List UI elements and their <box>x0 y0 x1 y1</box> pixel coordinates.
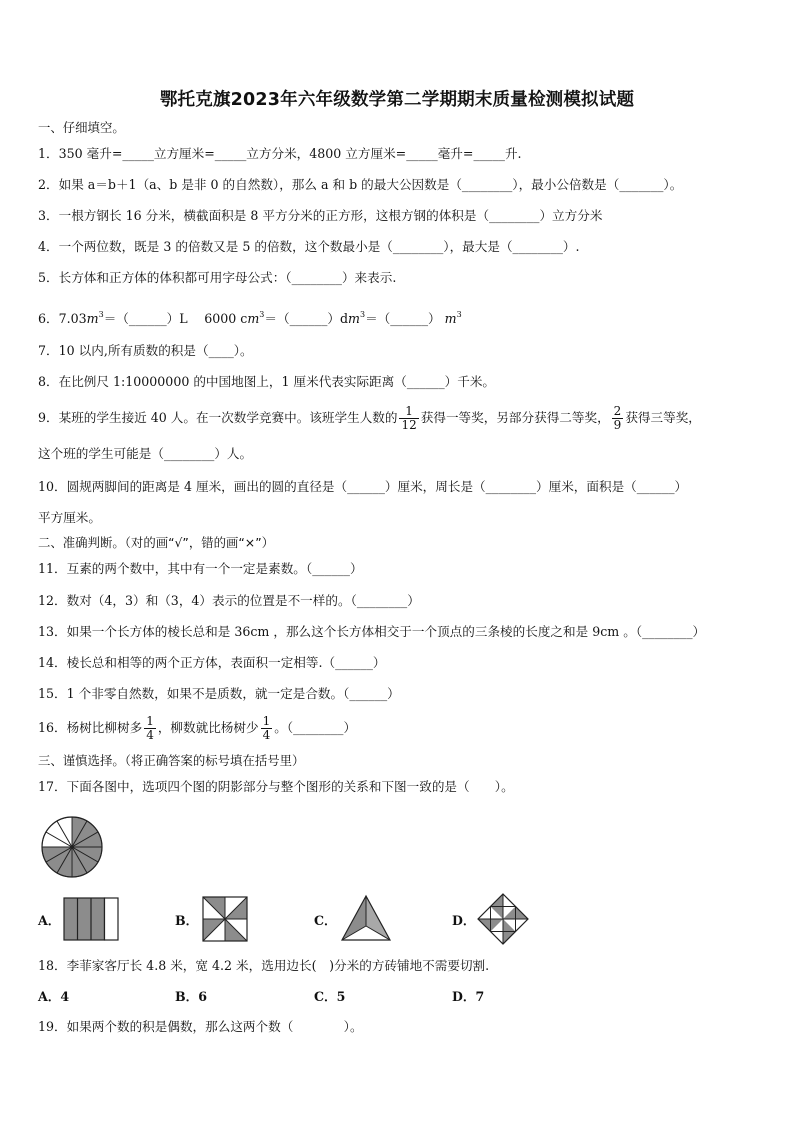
question-13: 13．如果一个长方体的棱长总和是 36cm ，那么这个长方体相交于一个顶点的三条棱的长度之和是 9cm 。（________） <box>38 624 706 639</box>
question-17: 17．下面各图中，选项四个图的阴影部分与整个图形的关系和下图一致的是（ ）。 <box>38 779 514 794</box>
question-16 <box>38 713 356 743</box>
unshaded-strip <box>105 898 119 940</box>
fraction-2-9: $\frac{2}{9}$ <box>613 404 622 432</box>
option-a-figure <box>63 897 119 941</box>
question-4: 4．一个两位数，既是 3 的倍数又是 5 的倍数，这个数最小是（________），最大是（________）. <box>38 239 580 254</box>
question-19: 19．如果两个数的积是偶数，那么这两个数（ ）。 <box>38 1019 363 1034</box>
question-6-part-c: ＝（______）d <box>264 311 349 326</box>
question-12: 12．数对（4，3）和（3，4）表示的位置是不一样的。（________） <box>38 593 420 608</box>
unit-m: m <box>86 311 99 326</box>
question-10: 10．圆规两脚间的距离是 4 厘米，画出的圆的直径是（______）厘米，周长是（________）厘米，面积是（______） <box>38 479 688 494</box>
unit-exp: 3 <box>456 310 462 319</box>
option-c-label: C． <box>314 913 337 928</box>
shaded-strip <box>64 898 105 940</box>
question-6 <box>38 307 462 327</box>
option-d-label: D． <box>452 913 476 928</box>
question-18-option-a: A．4 <box>38 989 70 1004</box>
question-2: 2．如果 a＝b＋1（a、b 是非 0 的自然数），那么 a 和 b 的最大公因数是（________），最小公倍数是（_______）。 <box>38 177 683 192</box>
question-18-option-d: D．7 <box>452 989 485 1004</box>
question-15: 15．1 个非零自然数，如果不是质数，就一定是合数。（______） <box>38 686 400 701</box>
question-6-part-d: ＝（______） <box>365 311 441 326</box>
unit-m: m <box>247 311 260 326</box>
question-5: 5．长方体和正方体的体积都可用字母公式：（________）来表示. <box>38 270 397 285</box>
option-b-label: B． <box>175 913 199 928</box>
option-d-figure <box>476 892 530 946</box>
question-14: 14．棱长总和相等的两个正方体，表面积一定相等.（______） <box>38 655 386 670</box>
unit-exp: 3 <box>259 310 265 319</box>
question-3: 3．一根方钢长 16 分米，横截面积是 8 平方分米的正方形，这根方钢的体积是（________）立方分米 <box>38 208 603 223</box>
question-1: 1．350 毫升=_____立方厘米=_____立方分米，4800 立方厘米=_____毫升=_____升. <box>38 146 522 161</box>
question-18-option-b: B．6 <box>175 989 208 1004</box>
question-18-option-c: C．5 <box>314 989 346 1004</box>
option-b-figure <box>202 896 248 942</box>
section-2-heading: 二、准确判断。（对的画“√”，错的画“×”） <box>38 535 275 550</box>
question-16-part-b: ，柳数就比杨树少 <box>157 720 259 735</box>
unit-exp: 3 <box>98 310 104 319</box>
question-7: 7．10 以内,所有质数的积是（____）。 <box>38 343 253 358</box>
question-8: 8．在比例尺 1:10000000 的中国地图上，1 厘米代表实际距离（______）千米。 <box>38 374 496 389</box>
option-c-figure <box>340 894 392 942</box>
question-9-part-b: 获得一等奖，另部分获得二等奖， <box>420 410 610 425</box>
unit-m: m <box>348 311 360 326</box>
section-3-heading: 三、谨慎选择。（将正确答案的标号填在括号里） <box>38 753 305 768</box>
question-10-line-2: 平方厘米。 <box>38 510 101 525</box>
question-6-part-b: ＝（______）L 6000 c <box>103 311 248 326</box>
question-18: 18．李菲家客厅长 4.8 米，宽 4.2 米，选用边长( )分米的方砖铺地不需要切割. <box>38 958 490 973</box>
question-11: 11．互素的两个数中，其中有一个一定是素数。（______） <box>38 561 363 576</box>
question-16-part-c: 。（________） <box>274 720 357 735</box>
question-9-part-a: 9．某班的学生接近 40 人。在一次数学竞赛中。该班学生人数的 <box>38 410 398 425</box>
fraction-1-4: $\frac{1}{4}$ <box>146 714 154 742</box>
question-6-part-a: 6．7.03 <box>38 311 87 326</box>
question-9 <box>38 403 701 433</box>
question-9-part-c: 获得三等奖， <box>625 410 701 425</box>
section-1-heading: 一、仔细填空。 <box>38 120 125 135</box>
reference-circle-figure <box>40 815 104 879</box>
page-title: 鄂托克旗2023年六年级数学第二学期期末质量检测模拟试题 <box>159 90 635 110</box>
unit-exp: 3 <box>359 310 366 319</box>
fraction-1-12: $\frac{1}{12}$ <box>401 404 417 432</box>
fraction-1-4: $\frac{1}{4}$ <box>262 714 271 742</box>
unit-m: m <box>444 311 457 326</box>
option-a-label: A． <box>38 913 61 928</box>
question-16-part-a: 16．杨树比柳树多 <box>38 720 143 735</box>
question-9-line-2: 这个班的学生可能是（________）人。 <box>38 446 253 461</box>
